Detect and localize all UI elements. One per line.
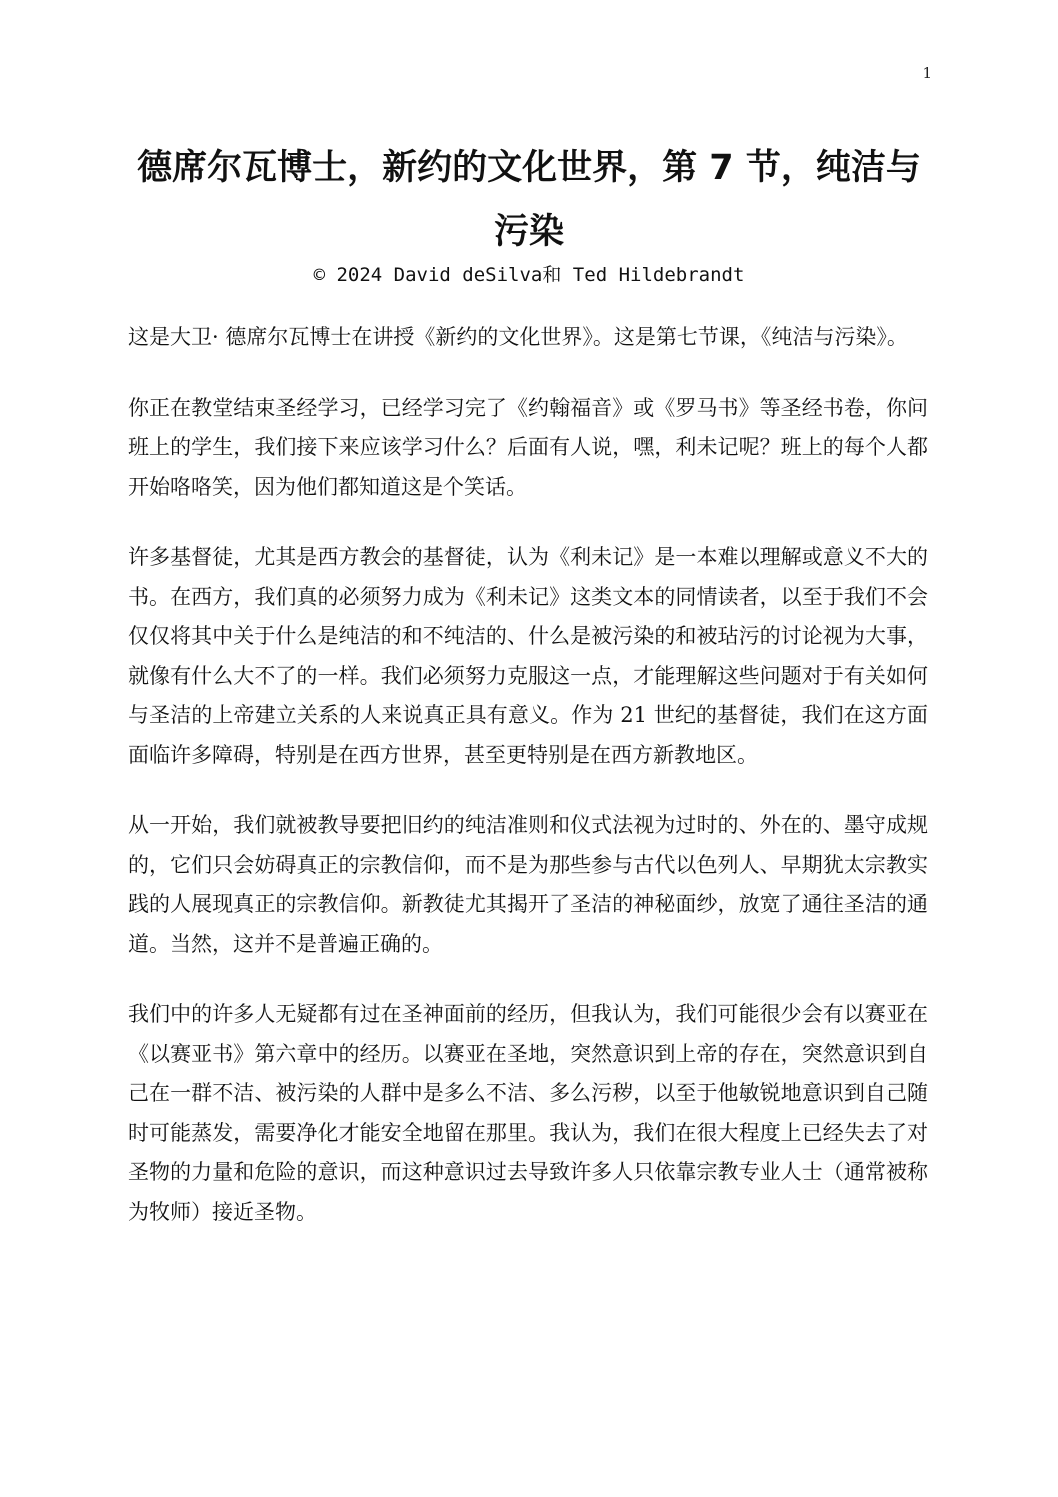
paragraph-isaiah: 我们中的许多人无疑都有过在圣神面前的经历，但我认为，我们可能很少会有以赛亚在《以赛亚书》第六章中的经历。以赛亚在圣地，突然意识到上帝的存在，突然意识到自己在一群不洁、被污染的人群中是多么不洁、多么污秽，以至于他敏锐地意识到自己随时可能蒸发，需要净化才能安全地留在那里。我认为，我们在很大程度上已经失去了对圣物的力量和危险的意识，而这种意识过去导致许多人只依靠宗教专业人士（通常被称为牧师）接近圣物。 [128,1002,928,1224]
paragraph-intro: 这是大卫· 德席尔瓦博士在讲授《新约的文化世界》。这是第七节课，《纯洁与污染》。 [128,325,908,349]
paragraph-leviticus: 许多基督徒，尤其是西方教会的基督徒，认为《利未记》是一本难以理解或意义不大的书。在西方，我们真的必须努力成为《利未记》这类文本的同情读者，以至于我们不会仅仅将其中关于什么是纯洁的和不纯洁的、什么是被污染的和被玷污的讨论视为大事，就像有什么大不了的一样。我们必须努力克服这一点，才能理解这些问题对于有关如何与圣洁的上帝建立关系的人来说真正具有意义。作为 21 世纪的基督徒，我们在这方面面临许多障碍，特别是在西方世界，甚至更特别是在西方新教地区。 [128,545,928,767]
copyright-line: © 2024 David deSilva和 Ted Hildebrandt [313,264,745,286]
paragraph-bible-study: 你正在教堂结束圣经学习，已经学习完了《约翰福音》或《罗马书》等圣经书卷，你问班上的学生，我们接下来应该学习什么？后面有人说，嘿，利未记呢？班上的每个人都开始咯咯笑，因为他们都知道这是个笑话。 [128,395,928,499]
paragraph-purity-codes: 从一开始，我们就被教导要把旧约的纯洁准则和仪式法视为过时的、外在的、墨守成规的，它们只会妨碍真正的宗教信仰，而不是为那些参与古代以色列人、早期犹太宗教实践的人展现真正的宗教信仰。新教徒尤其揭开了圣洁的神秘面纱，放宽了通往圣洁的通道。当然，这并不是普遍正确的。 [128,813,928,956]
page-number: 1 [922,64,932,82]
transcript-body [128,318,928,1263]
page-title: 德席尔瓦博士，新约的文化世界，第 7 节，纯洁与污染 [137,148,921,252]
